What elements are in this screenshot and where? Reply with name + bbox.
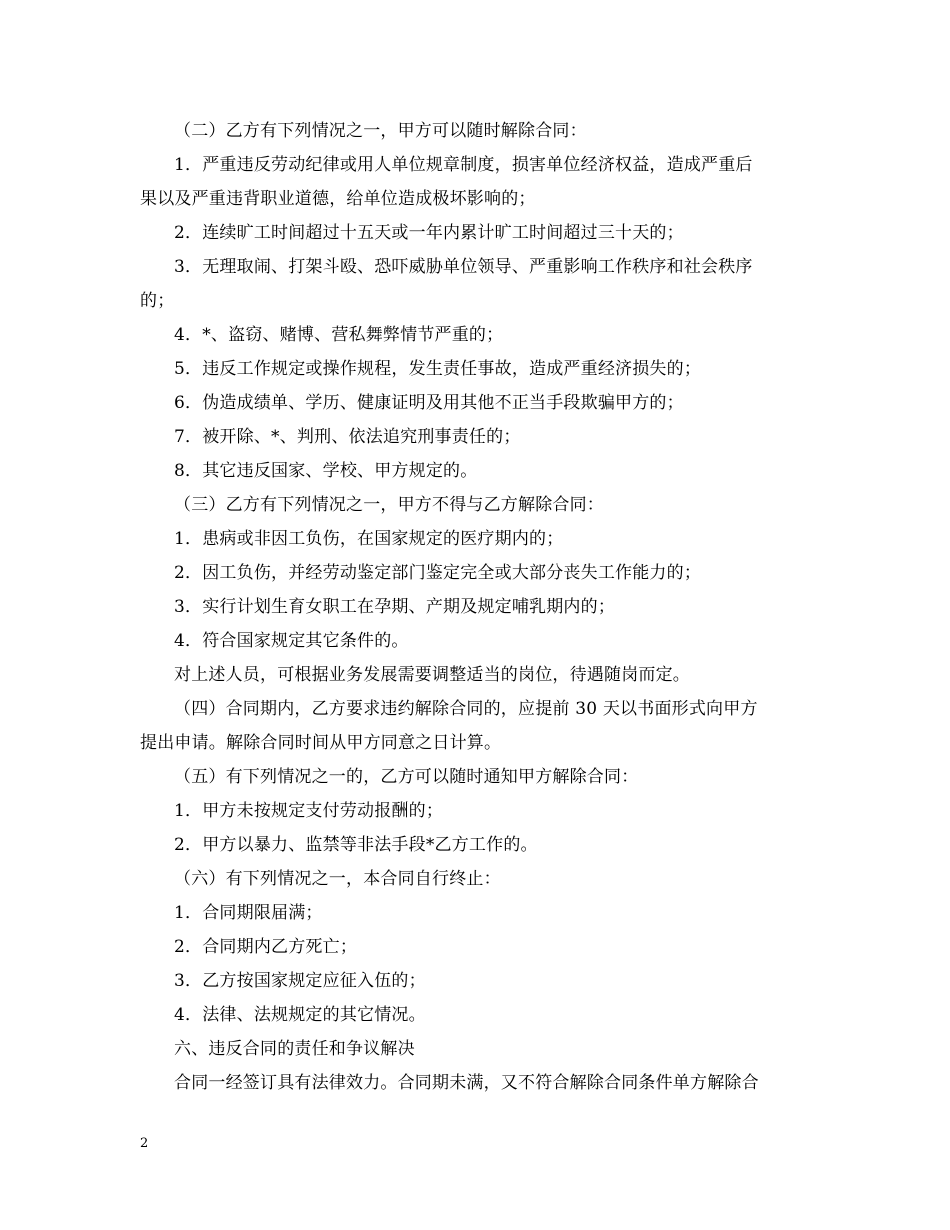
text-line: 2．甲方以暴力、监禁等非法手段*乙方工作的。 — [174, 835, 538, 855]
page-number: 2 — [140, 1136, 149, 1151]
text-line: 1．甲方未按规定支付劳动报酬的； — [174, 801, 444, 821]
text-line: 1．患病或非因工负伤，在国家规定的医疗期内的； — [174, 529, 564, 549]
text-line: 4．*、盗窃、赌博、营私舞弊情节严重的； — [174, 325, 504, 345]
section-heading: 六、违反合同的责任和争议解决 — [174, 1039, 415, 1059]
text-line: 提出申请。解除合同时间从甲方同意之日计算。 — [140, 733, 502, 753]
text-line: 3．无理取闹、打架斗殴、恐吓威胁单位领导、严重影响工作秩序和社会秩序 — [174, 257, 753, 277]
text-line: 2．因工负伤，并经劳动鉴定部门鉴定完全或大部分丧失工作能力的； — [174, 563, 702, 583]
text-line: 3．实行计划生育女职工在孕期、产期及规定哺乳期内的； — [174, 597, 616, 617]
text-line: 5．违反工作规定或操作规程，发生责任事故，造成严重经济损失的； — [174, 359, 702, 379]
text-line: （四）合同期内，乙方要求违约解除合同的，应提前 30 天以书面形式向甲方 — [174, 699, 758, 719]
text-line: 3．乙方按国家规定应征入伍的； — [174, 971, 426, 991]
text-line: 4．法律、法规规定的其它情况。 — [174, 1005, 426, 1025]
text-line: 7．被开除、*、判刑、依法追究刑事责任的； — [174, 427, 521, 447]
text-line: （二）乙方有下列情况之一，甲方可以随时解除合同： — [174, 121, 587, 141]
text-line: 合同一经签订具有法律效力。合同期未满，又不符合解除合同条件单方解除合 — [174, 1073, 759, 1093]
text-line: 8．其它违反国家、学校、甲方规定的。 — [174, 461, 478, 481]
text-line: 对上述人员，可根据业务发展需要调整适当的岗位，待遇随岗而定。 — [174, 665, 690, 685]
text-line: 1．合同期限届满； — [174, 903, 323, 923]
section-heading: （六）有下列情况之一，本合同自行终止： — [174, 869, 501, 889]
text-line: 果以及严重违背职业道德，给单位造成极坏影响的； — [140, 189, 536, 209]
text-line: 的； — [140, 291, 175, 311]
text-line: 2．合同期内乙方死亡； — [174, 937, 358, 957]
document-body — [140, 114, 812, 1100]
text-line: 2．连续旷工时间超过十五天或一年内累计旷工时间超过三十天的； — [174, 223, 684, 243]
section-heading: （三）乙方有下列情况之一，甲方不得与乙方解除合同： — [174, 495, 604, 515]
section-heading: （五）有下列情况之一的，乙方可以随时通知甲方解除合同： — [174, 767, 639, 787]
text-line: 4．符合国家规定其它条件的。 — [174, 631, 409, 651]
text-line: 1．严重违反劳动纪律或用人单位规章制度，损害单位经济权益，造成严重后 — [174, 155, 753, 175]
text-line: 6．伪造成绩单、学历、健康证明及用其他不正当手段欺骗甲方的； — [174, 393, 684, 413]
